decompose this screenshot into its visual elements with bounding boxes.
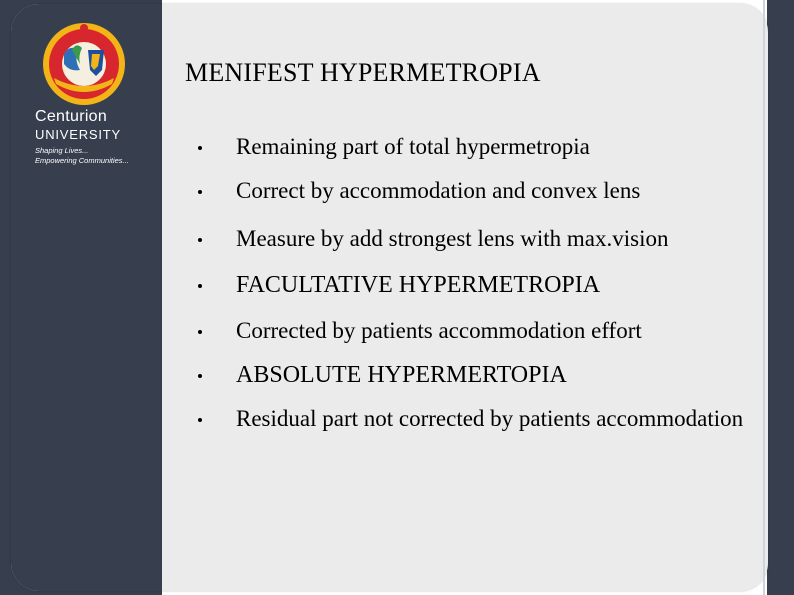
bullet-item (196, 270, 756, 300)
bullet-item (196, 360, 756, 390)
brand-university: UNIVERSITY (35, 127, 122, 142)
bullet-dot-icon (198, 418, 202, 422)
bullet-item (196, 224, 756, 254)
bullet-dot-icon (198, 238, 202, 242)
bullet-item (196, 404, 756, 434)
bullet-text: Measure by add strongest lens with max.vision (236, 226, 669, 251)
bullet-text: Correct by accommodation and convex lens (236, 178, 641, 203)
brand-tagline-2: Empowering Communities... (35, 156, 129, 165)
bullet-dot-icon (198, 146, 202, 150)
right-divider-line (763, 0, 765, 595)
outer-right-strip (767, 0, 794, 595)
bullet-dot-icon (198, 190, 202, 194)
university-logo-icon (34, 20, 134, 108)
bullet-text: Residual part not corrected by patients accommodation (236, 406, 744, 431)
brand-tagline-1: Shaping Lives... (35, 146, 89, 155)
bullet-item (196, 316, 756, 346)
bullet-dot-icon (198, 330, 202, 334)
brand-name: Centurion (35, 108, 108, 125)
slide-title: MENIFEST HYPERMETROPIA (185, 58, 541, 87)
bullet-item (196, 132, 756, 162)
bullet-text: FACULTATIVE HYPERMETROPIA (236, 272, 601, 298)
bullet-item (196, 176, 756, 206)
bullet-list (196, 132, 756, 434)
bullet-dot-icon (198, 284, 202, 288)
bullet-dot-icon (198, 374, 202, 378)
bullet-text: ABSOLUTE HYPERMERTOPIA (236, 362, 567, 388)
bullet-text: Corrected by patients accommodation effort (236, 318, 642, 343)
bullet-text: Remaining part of total hypermetropia (236, 134, 590, 159)
